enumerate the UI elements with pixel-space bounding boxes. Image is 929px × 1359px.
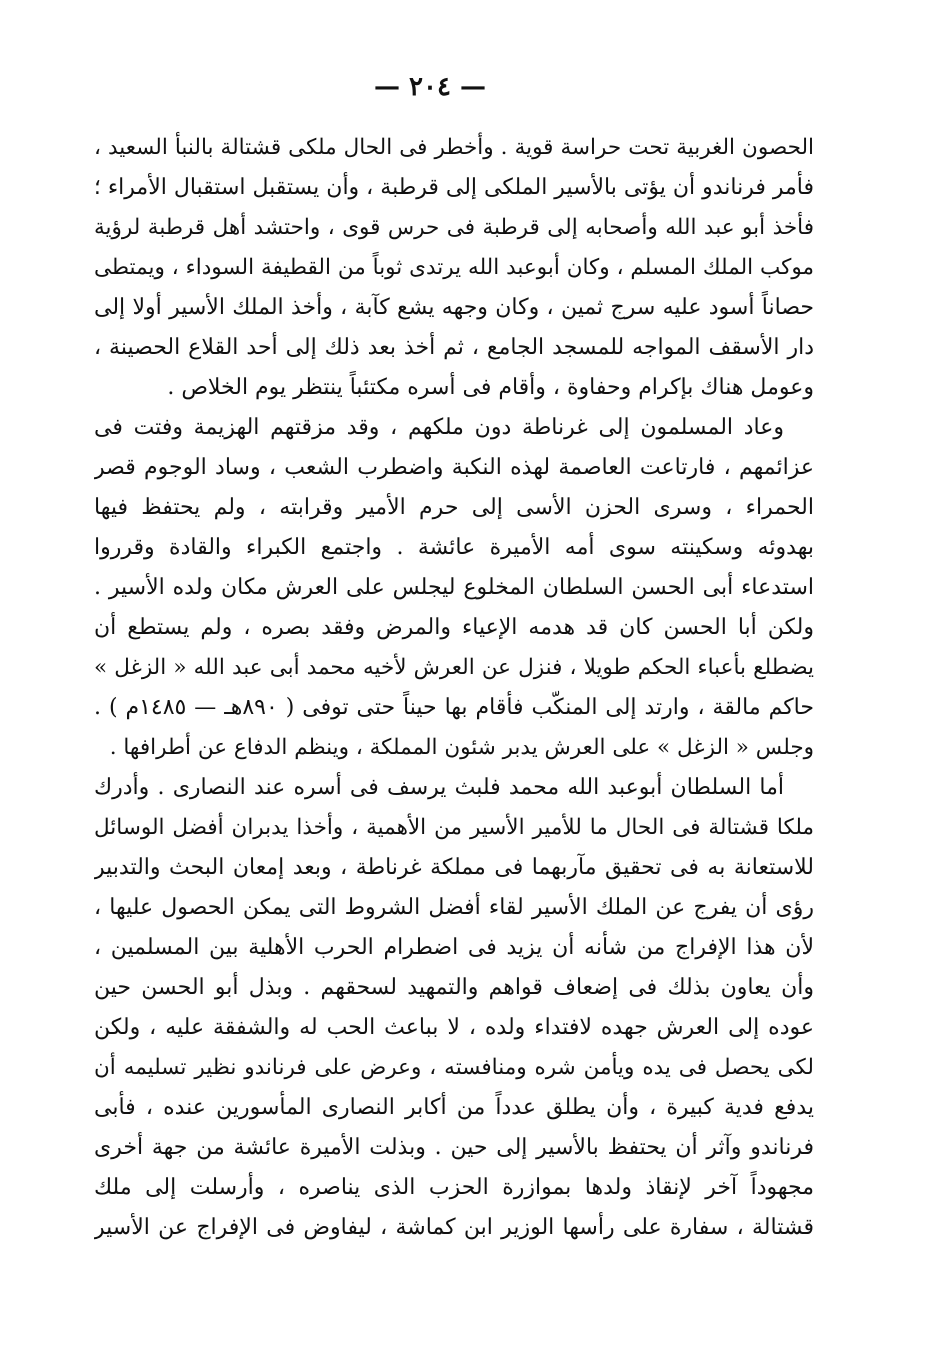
text-line: الحمراء ، وسرى الحزن الأسى إلى حرم الأمير وقرابته ، ولم يحتفظ فيها bbox=[94, 495, 814, 520]
text-line: وأن يعاون بذلك فى إضعاف قواهم والتمهيد لسحقهم . وبذل أبو الحسن حين bbox=[94, 975, 814, 1000]
text-line: موكب الملك المسلم ، وكان أبوعبد الله يرتدى ثوباً من القطيفة السوداء ، ويمتطى bbox=[94, 255, 814, 280]
text-line: مجهوداً آخر لإنقاذ ولدها بموازرة الحزب الذى يناصره ، وأرسلت إلى ملك bbox=[94, 1175, 814, 1200]
text-line: عزائمهم ، فارتاعت العاصمة لهذه النكبة واضطرب الشعب ، وساد الوجوم قصر bbox=[94, 455, 814, 480]
text-line: حاكم مالقة ، وارتد إلى المنكّب فأقام بها حيناً حتى توفى ( ٨٩٠هـ — ١٤٨٥م ) . bbox=[94, 695, 814, 720]
text-line: وعومل هناك بإكرام وحفاوة ، وأقام فى أسره مكتئباً ينتظر يوم الخلاص . bbox=[167, 375, 814, 400]
text-line: لكى يحصل فى يده ويأمن شره ومنافسته ، وعرض على فرناندو نظير تسليمه أن bbox=[94, 1055, 814, 1080]
text-line: فأمر فرناندو أن يؤتى بالأسير الملكى إلى قرطبة ، وأن يستقبل استقبال الأمراء ؛ bbox=[94, 175, 814, 200]
text-line: فرناندو وآثر أن يحتفظ بالأسير إلى حين . وبذلت الأميرة عائشة من جهة أخرى bbox=[94, 1135, 814, 1160]
text-line: فأخذ أبو عبد الله وأصحابه إلى قرطبة فى حرس قوى ، واحتشد أهل قرطبة لرؤية bbox=[94, 215, 814, 240]
text-line: وعاد المسلمون إلى غرناطة دون ملكهم ، وقد مزقتهم الهزيمة وفتت فى bbox=[94, 415, 784, 440]
text-line: دار الأسقف المواجه للمسجد الجامع ، ثم أخذ بعد ذلك إلى أحد القلاع الحصينة ، bbox=[94, 335, 814, 360]
text-line: ولكن أبا الحسن كان قد هدمه الإعياء والمرض وفقد بصره ، ولم يستطع أن bbox=[94, 615, 814, 640]
text-line: يدفع فدية كبيرة ، وأن يطلق عدداً من أكابر النصارى المأسورين عنده ، فأبى bbox=[94, 1095, 814, 1120]
text-line: الحصون الغربية تحت حراسة قوية . وأخطر فى الحال ملكى قشتالة بالنبأ السعيد ، bbox=[94, 135, 814, 160]
text-line: رؤى أن يفرج عن الملك الأسير لقاء أفضل الشروط التى يمكن الحصول عليها ، bbox=[94, 895, 814, 920]
text-line: قشتالة ، سفارة على رأسها الوزير ابن كماشة ، ليفاوض فى الإفراج عن الأسير bbox=[94, 1215, 814, 1240]
page-number: — ٢٠٤ — bbox=[373, 72, 487, 102]
text-line: وجلس « الزغل » على العرش يدبر شئون المملكة ، وينظم الدفاع عن أطرافها . bbox=[109, 735, 814, 760]
text-line: لأن هذا الإفراج من شأنه أن يزيد فى اضطرام الحرب الأهلية بين المسلمين ، bbox=[94, 935, 814, 960]
text-line: استدعاء أبى الحسن السلطان المخلوع ليجلس على العرش مكان ولده الأسير . bbox=[94, 575, 814, 600]
text-line: عوده إلى العرش جهده لافتداء ولده ، لا بباعث الحب له والشفقة عليه ، ولكن bbox=[94, 1015, 814, 1040]
text-line: بهدوئه وسكينته سوى أمه الأميرة عائشة . واجتمع الكبراء والقادة وقرروا bbox=[94, 535, 814, 560]
text-line: للاستعانة به فى تحقيق مآربهما فى مملكة غرناطة ، وبعد إمعان البحث والتدبير bbox=[94, 855, 814, 880]
body-text bbox=[94, 128, 814, 1248]
text-line: حصاناً أسود عليه سرج ثمين ، وكان وجهه يشع كآبة ، وأخذ الملك الأسير أولا إلى bbox=[94, 295, 814, 320]
text-line: أما السلطان أبوعبد الله محمد فلبث يرسف فى أسره عند النصارى . وأدرك bbox=[94, 775, 784, 800]
text-line: ملكا قشتالة فى الحال ما للأمير الأسير من الأهمية ، وأخذا يدبران أفضل الوسائل bbox=[94, 815, 814, 840]
text-line: يضطلع بأعباء الحكم طويلا ، فنزل عن العرش لأخيه محمد أبى عبد الله « الزغل » bbox=[94, 655, 814, 680]
